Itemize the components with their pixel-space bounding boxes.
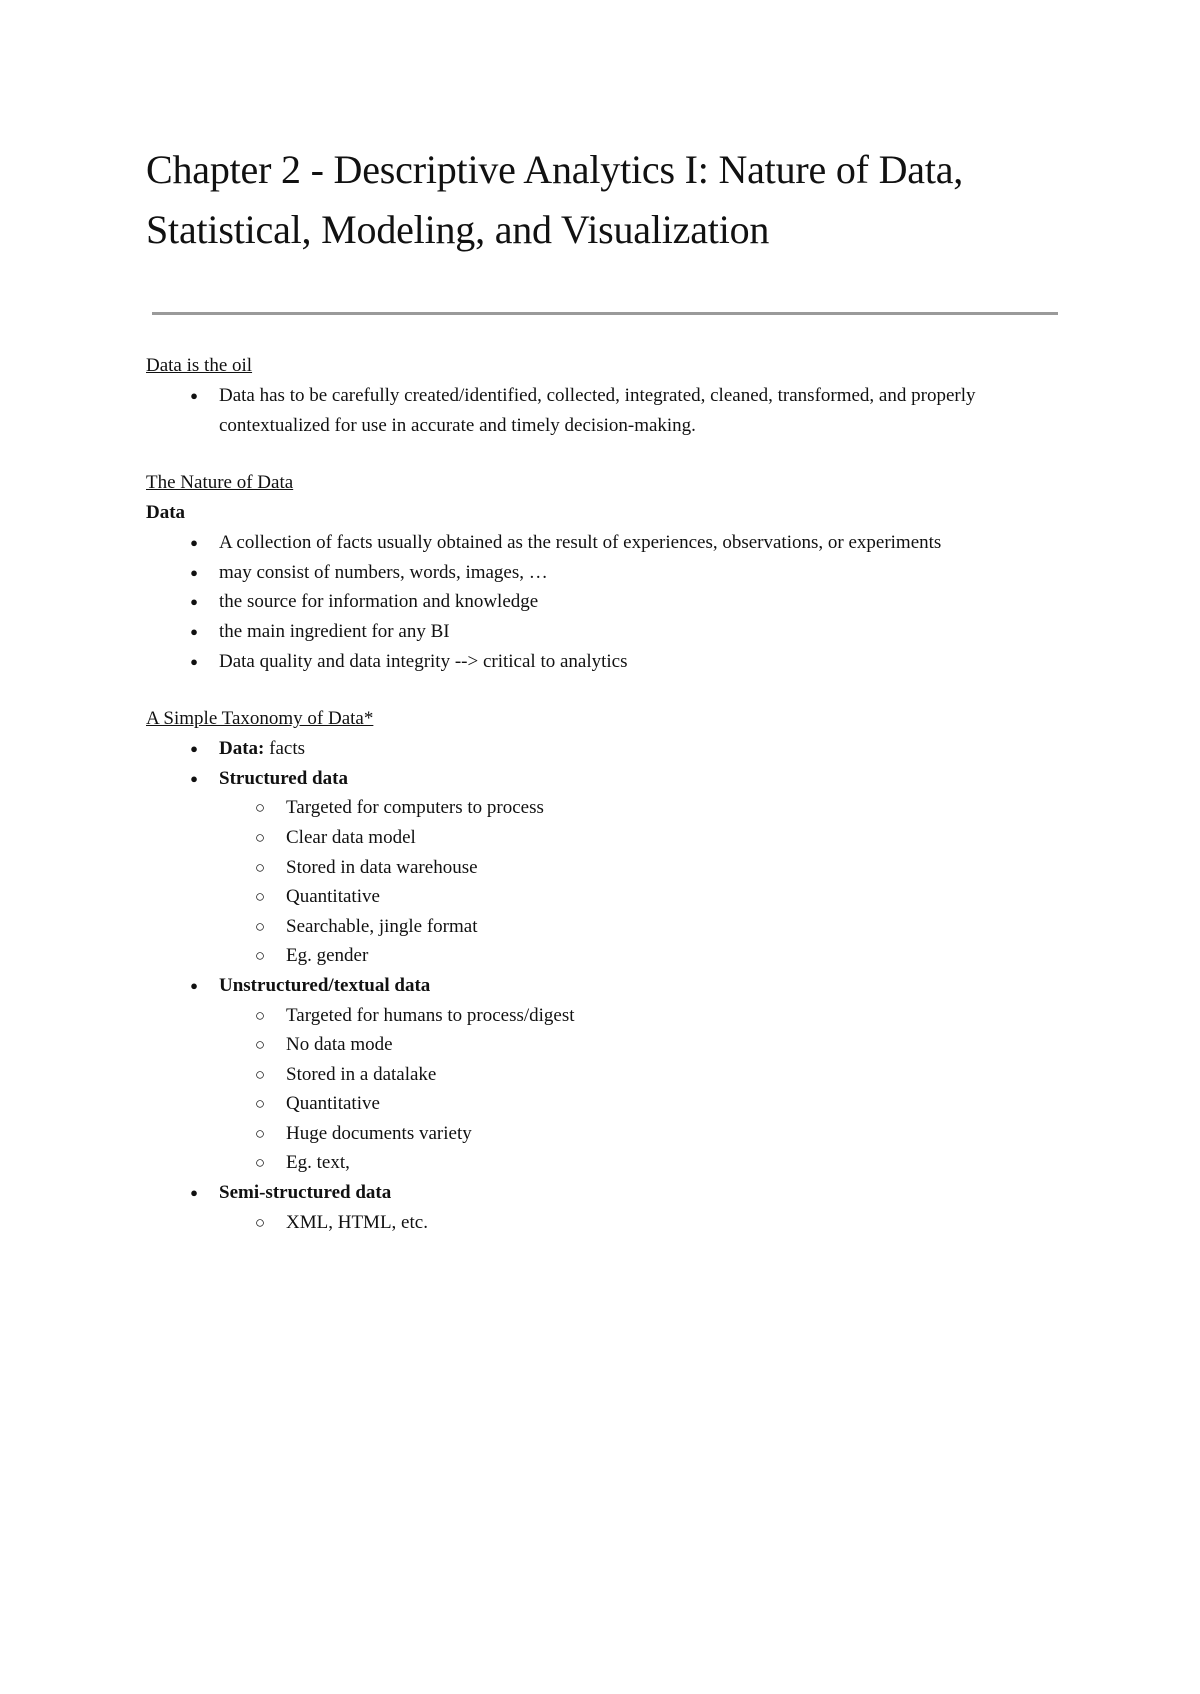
section-heading: The Nature of Data xyxy=(146,472,294,494)
sub-list-item xyxy=(254,1208,1066,1238)
term-definition: facts xyxy=(264,738,306,760)
circle-bullet-icon: ○ xyxy=(254,827,266,847)
list-item xyxy=(146,587,1066,617)
bullet-icon: ● xyxy=(190,388,198,403)
bullet-list xyxy=(146,381,1066,440)
sub-list-item xyxy=(254,941,1066,971)
sub-list-item-text: Targeted for computers to process xyxy=(286,797,544,819)
list-item xyxy=(146,647,1066,677)
bullet-icon: ● xyxy=(190,770,198,786)
sub-bullet-list xyxy=(146,1208,1066,1238)
circle-bullet-icon: ○ xyxy=(254,946,266,966)
section-nature-of-data xyxy=(146,468,1066,676)
sub-list-item xyxy=(254,853,1066,883)
list-item-text: may consist of numbers, words, images, … xyxy=(219,561,548,583)
term-label: Structured data xyxy=(219,767,348,789)
sub-list-item-text: Eg. gender xyxy=(286,945,369,967)
sub-list-item-text: Eg. text, xyxy=(286,1152,350,1174)
circle-bullet-icon: ○ xyxy=(254,1123,266,1143)
document-title: Chapter 2 - Descriptive Analytics I: Nature of Data, Statistical, Modeling, and Visualization xyxy=(146,147,964,252)
circle-bullet-icon: ○ xyxy=(254,916,266,936)
list-item xyxy=(146,971,1066,1178)
circle-bullet-icon: ○ xyxy=(254,1035,266,1055)
bullet-icon: ● xyxy=(190,1185,198,1201)
sub-list-item-text: Quantitative xyxy=(286,886,380,908)
list-item-text: Data has to be carefully created/identified, collected, integrated, cleaned, transformed, and properly contextualized for use in accurate and timely decision-making. xyxy=(219,385,976,436)
sub-list-item-text: Stored in data warehouse xyxy=(286,856,478,878)
sub-bullet-list xyxy=(146,1001,1066,1179)
list-item-text: Data quality and data integrity --> critical to analytics xyxy=(219,650,628,672)
bullet-icon: ● xyxy=(190,564,198,580)
term-label: Data: xyxy=(219,738,265,760)
sub-heading: Data xyxy=(146,502,186,524)
circle-bullet-icon: ○ xyxy=(254,798,266,818)
list-item-text: A collection of facts usually obtained as the result of experiences, observations, or experiments xyxy=(219,532,942,554)
sub-list-item-text: Searchable, jingle format xyxy=(286,915,478,937)
sub-list-item xyxy=(254,1119,1066,1149)
sub-list-item xyxy=(254,823,1066,853)
circle-bullet-icon: ○ xyxy=(254,1005,266,1025)
circle-bullet-icon: ○ xyxy=(254,857,266,877)
bullet-list xyxy=(146,528,1066,676)
bullet-icon: ● xyxy=(190,977,198,993)
circle-bullet-icon: ○ xyxy=(254,1064,266,1084)
sub-list-item-text: No data mode xyxy=(286,1034,393,1056)
circle-bullet-icon: ○ xyxy=(254,1153,266,1173)
bullet-icon: ● xyxy=(190,741,198,757)
bullet-list xyxy=(146,734,1066,1237)
term-label: Semi-structured data xyxy=(219,1182,392,1204)
sub-list-item xyxy=(254,793,1066,823)
sub-list-item-text: Quantitative xyxy=(286,1093,380,1115)
term-label: Unstructured/textual data xyxy=(219,974,431,996)
list-item xyxy=(146,1178,1066,1237)
list-item xyxy=(146,528,1066,558)
bullet-icon: ● xyxy=(190,535,198,551)
list-item xyxy=(146,558,1066,588)
sub-list-item-text: Targeted for humans to process/digest xyxy=(286,1004,575,1026)
sub-list-item-text: Stored in a datalake xyxy=(286,1063,437,1085)
document-page xyxy=(146,140,1066,1237)
bullet-icon: ● xyxy=(190,594,198,610)
sub-list-item xyxy=(254,882,1066,912)
sub-list-item-text: XML, HTML, etc. xyxy=(286,1211,428,1233)
sub-list-item xyxy=(254,1148,1066,1178)
list-item-text: the main ingredient for any BI xyxy=(219,620,450,642)
sub-list-item xyxy=(254,1001,1066,1031)
sub-list-item xyxy=(254,912,1066,942)
bullet-icon: ● xyxy=(190,623,198,639)
section-heading: A Simple Taxonomy of Data* xyxy=(146,708,374,730)
sub-list-item-text: Clear data model xyxy=(286,826,416,848)
section-heading: Data is the oil xyxy=(146,355,253,376)
list-item xyxy=(146,764,1066,971)
sub-list-item xyxy=(254,1089,1066,1119)
circle-bullet-icon: ○ xyxy=(254,1094,266,1114)
sub-bullet-list xyxy=(146,793,1066,971)
bullet-icon: ● xyxy=(190,653,198,669)
list-item xyxy=(146,617,1066,647)
section-taxonomy-of-data xyxy=(146,704,1066,1237)
circle-bullet-icon: ○ xyxy=(254,887,266,907)
horizontal-divider xyxy=(152,312,1058,315)
list-item-text: the source for information and knowledge xyxy=(219,591,539,613)
section-data-is-the-oil xyxy=(146,351,1066,440)
sub-list-item-text: Huge documents variety xyxy=(286,1122,472,1144)
list-item xyxy=(146,381,1066,440)
circle-bullet-icon: ○ xyxy=(254,1212,266,1232)
sub-list-item xyxy=(254,1030,1066,1060)
sub-list-item xyxy=(254,1060,1066,1090)
list-item xyxy=(146,734,1066,764)
